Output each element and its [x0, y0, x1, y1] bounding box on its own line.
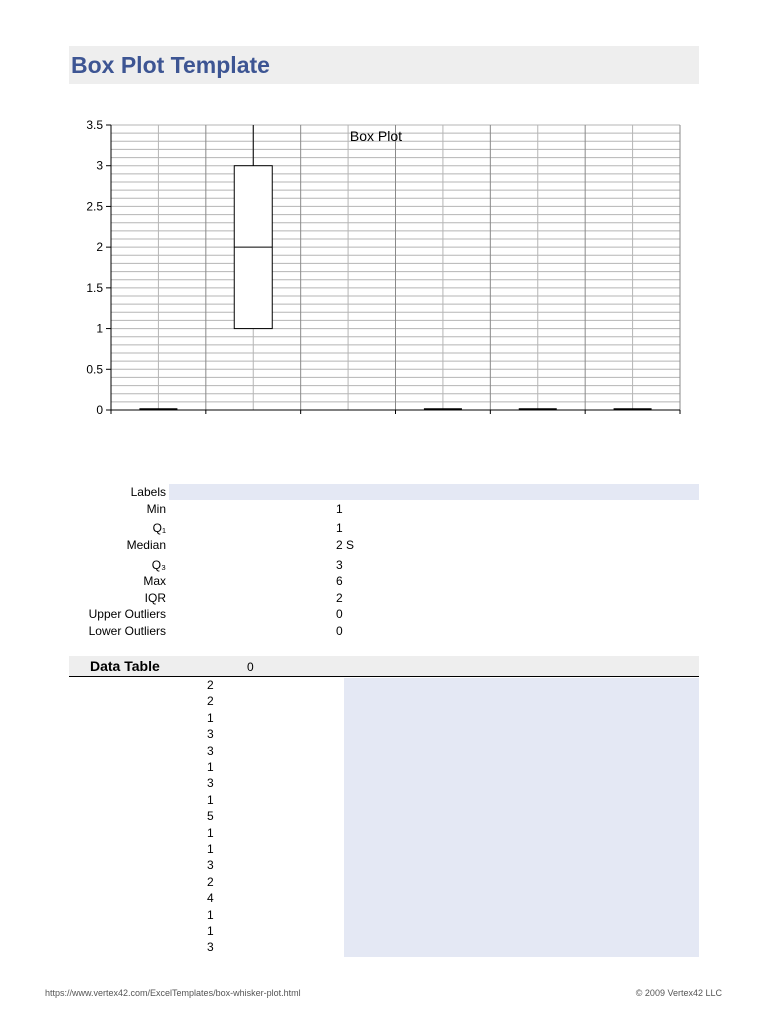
data-table-value: 4 — [207, 891, 214, 906]
data-table-input-band[interactable] — [344, 678, 699, 957]
stat-label-median: Median — [126, 538, 166, 552]
data-table-value: 1 — [207, 907, 214, 922]
stat-label-iqr: IQR — [144, 591, 166, 605]
data-table-value: 3 — [207, 940, 214, 955]
data-table-header-value: 0 — [247, 660, 254, 674]
data-table-value: 2 — [207, 694, 214, 709]
stat-value-upper-outliers: 0 — [336, 607, 343, 621]
data-table-value: 1 — [207, 924, 214, 938]
data-table-value: 1 — [207, 842, 214, 856]
stat-value-median: 2 S — [336, 538, 355, 552]
data-table-value: 3 — [207, 727, 214, 742]
data-table-value: 2 — [207, 874, 214, 889]
footer-url[interactable]: https://www.vertex42.com/ExcelTemplates/box-whisker-plot.html — [45, 988, 301, 998]
y-tick-label: 2.5 — [86, 199, 103, 214]
data-table-value: 1 — [207, 825, 214, 840]
data-table-value: 1 — [207, 710, 214, 725]
stat-value-q1: 1 — [336, 521, 343, 535]
data-table-value: 2 — [207, 678, 214, 692]
y-tick-label: 0 — [96, 403, 103, 417]
stat-value-q3: 3 — [336, 558, 343, 572]
stat-label-q1: Q₁ — [152, 521, 166, 535]
stat-label-max: Max — [143, 574, 166, 588]
box-plot-chart — [0, 0, 768, 430]
y-tick-label: 3.5 — [86, 118, 103, 132]
chart-title: Box Plot — [349, 128, 403, 144]
footer-copyright: © 2009 Vertex42 LLC — [635, 988, 722, 998]
data-table-value: 3 — [207, 776, 214, 791]
y-tick-label: 0.5 — [86, 362, 103, 377]
y-tick-label: 1.5 — [86, 280, 103, 295]
y-tick-label: 1 — [96, 321, 103, 336]
stat-value-iqr: 2 — [336, 591, 343, 605]
y-tick-label: 3 — [96, 158, 103, 173]
page-title: Box Plot Template — [71, 52, 270, 78]
labels-input-band[interactable] — [169, 484, 699, 500]
data-table-value: 1 — [207, 760, 214, 774]
stat-label-min: Min — [146, 502, 166, 516]
data-table-value: 3 — [207, 743, 214, 758]
stat-value-min: 1 — [336, 502, 343, 516]
data-table-title: Data Table — [90, 658, 160, 674]
data-table-value: 5 — [207, 809, 214, 824]
stat-label-labels: Labels — [130, 485, 166, 499]
stat-label-q3: Q₃ — [151, 558, 166, 572]
y-tick-label: 2 — [96, 240, 103, 255]
stat-label-upper-outliers: Upper Outliers — [88, 607, 166, 621]
data-table-value: 3 — [207, 858, 214, 873]
data-table-header — [69, 656, 699, 677]
data-table-value: 1 — [207, 792, 214, 807]
stat-label-lower-outliers: Lower Outliers — [88, 624, 166, 638]
stat-value-lower-outliers: 0 — [336, 624, 343, 638]
stat-value-max: 6 — [336, 574, 343, 588]
